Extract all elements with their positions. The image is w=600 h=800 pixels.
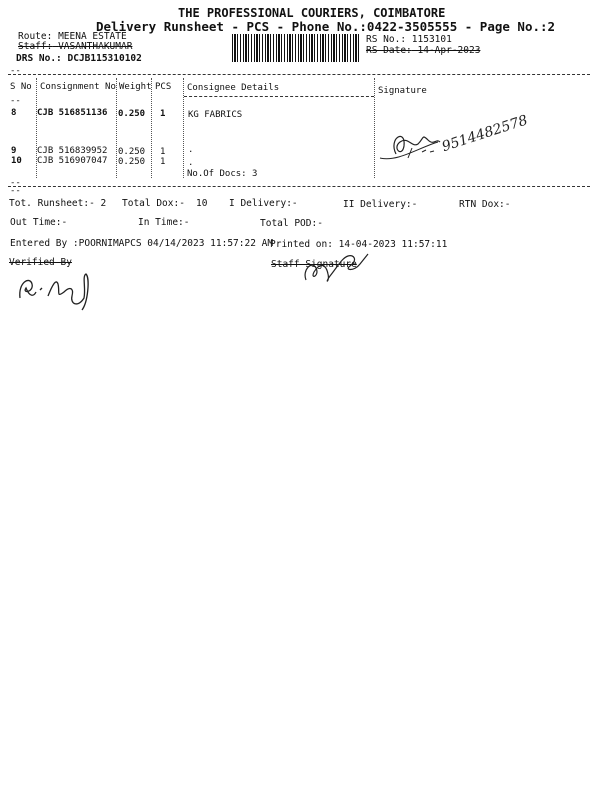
drs-label: DRS No.:: [16, 53, 62, 64]
company-title: THE PROFESSIONAL COURIERS, COIMBATORE: [178, 6, 446, 20]
row-weight: 0.250: [118, 147, 146, 157]
row-pcs: 1: [160, 147, 166, 157]
row-consignment: CJB 516839952: [37, 146, 108, 156]
dash-marker-4: --: [10, 186, 21, 196]
col-sno: S No: [10, 82, 32, 92]
verified-by-label: Verified By: [9, 257, 72, 268]
rs-date-label: RS Date:: [366, 45, 412, 56]
drs-value: DCJB115310102: [67, 53, 142, 64]
entered-by: Entered By :POORNIMAPCS 04/14/2023 11:57:22 AM: [10, 238, 274, 249]
rs-no-line: [366, 34, 452, 45]
tot-runsheet: Tot. Runsheet:- 2: [9, 198, 107, 209]
runsheet-subtitle: Delivery Runsheet - PCS - Phone No.:0422-3505555 - Page No.:2: [96, 19, 556, 34]
route-label: Route:: [18, 31, 53, 42]
in-time: In Time:-: [138, 217, 190, 228]
total-pod: Total POD:-: [260, 218, 323, 229]
table-bottom-rule: [8, 186, 590, 187]
col-divider: [374, 78, 375, 178]
col-weight: Weight: [119, 82, 152, 92]
staff-label: Staff:: [18, 41, 53, 52]
staff-value: VASANTHAKUMAR: [58, 41, 133, 52]
row-weight: 0.250: [118, 157, 146, 167]
rtn-dox: RTN Dox:-: [459, 199, 511, 210]
drs-line: [16, 53, 142, 64]
rs-date-value: 14-Apr-2023: [417, 45, 481, 56]
row-consignment: CJB 516907047: [37, 156, 108, 166]
col-divider: [116, 78, 117, 178]
col-divider: [151, 78, 152, 178]
row-consignee: KG FABRICS: [188, 110, 243, 120]
row-pcs: 1: [160, 109, 166, 119]
col-divider: [183, 78, 184, 178]
row-consignee: .: [188, 145, 194, 155]
rs-date-line: [366, 45, 480, 56]
dash-marker-1: --: [10, 66, 21, 76]
row-pcs: 1: [160, 157, 166, 167]
out-time: Out Time:-: [10, 217, 68, 228]
rs-no-label: RS No.:: [366, 34, 407, 45]
staff-signature-label: Staff Signature: [271, 259, 357, 270]
row-weight: 0.250: [118, 109, 146, 119]
row-consignment: CJB 516851136: [37, 108, 108, 118]
staff-signature-mark: [298, 250, 378, 290]
total-dox-label: Total Dox:-: [122, 198, 185, 209]
row-sno: 8: [11, 108, 17, 118]
dash-marker-2: --: [10, 96, 21, 106]
no-of-docs: No.Of Docs: 3: [187, 169, 258, 179]
row-consignee: .: [188, 158, 194, 168]
staff-line: [18, 41, 132, 52]
row-sno: 10: [11, 156, 22, 166]
route-value: MEENA ESTATE: [58, 31, 127, 42]
handwritten-phone: 9514482578: [440, 112, 530, 156]
dash-marker-3: --: [10, 178, 21, 188]
table-header-rule: [184, 96, 374, 97]
verifier-signature: [12, 268, 102, 318]
col-pcs: PCS: [155, 82, 172, 92]
row-sno: 9: [11, 146, 17, 156]
table-top-rule: [8, 74, 590, 75]
printed-on: Printed on: 14-04-2023 11:57:11: [270, 239, 448, 250]
ii-delivery: II Delivery:-: [343, 199, 418, 210]
col-consignee: Consignee Details: [187, 83, 280, 93]
col-signature: Signature: [378, 86, 427, 96]
barcode-image: [232, 34, 360, 62]
col-consignment: Consignment No: [40, 82, 116, 92]
rs-no-value: 1153101: [411, 34, 452, 45]
total-dox-value: 10: [196, 198, 208, 209]
i-delivery: I Delivery:-: [229, 198, 298, 209]
